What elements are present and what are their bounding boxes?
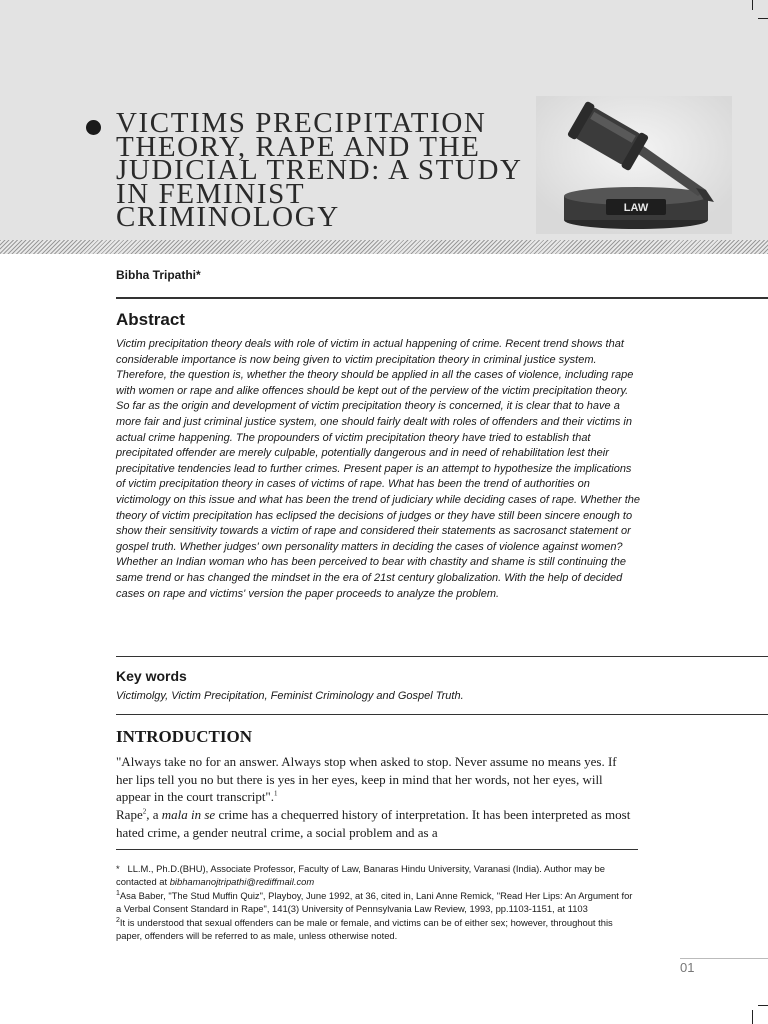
footnote-marker: 2 <box>116 916 120 924</box>
footnote-divider <box>116 849 638 850</box>
footnote-text: LL.M., Ph.D.(BHU), Associate Professor, Faculty of Law, Banaras Hindu University, Varanasi (India). Author may be contacted at <box>116 863 605 888</box>
footnote-marker: * <box>116 863 120 874</box>
intro-text: Rape <box>116 807 143 822</box>
intro-italic-term: mala in se <box>161 807 216 822</box>
footnote-ref[interactable]: 2 <box>142 807 147 816</box>
introduction-heading: INTRODUCTION <box>116 727 253 746</box>
keywords-text: Victimolgy, Victim Precipitation, Feminist Criminology and Gospel Truth. <box>116 690 464 702</box>
footnote-text: It is understood that sexual offenders can be male or female, and victims can be of either sex; however, throughout this paper, offenders will be referred to as male, unless otherwise noted. <box>116 916 613 942</box>
paper-title: VICTIMS PRECIPITATION THEORY, RAPE AND THE JUDICIAL TREND: A STUDY IN FEMINIST CRIMINOLOGY <box>116 107 522 233</box>
footnote-ref[interactable]: 1 <box>274 789 278 798</box>
intro-text: crime has a chequerred history of interpretation. It has been interpreted as most hated crime, a gender neutral crime, a social problem and as a <box>116 807 631 840</box>
gavel-image <box>536 96 732 234</box>
page-number: 01 <box>680 960 695 975</box>
crop-mark <box>758 1005 768 1006</box>
footnote-2 <box>116 916 636 943</box>
crop-mark <box>752 1010 753 1024</box>
crop-mark <box>758 18 768 19</box>
footnotes <box>116 862 636 942</box>
gavel-icon <box>536 96 732 234</box>
intro-paragraph <box>116 806 636 841</box>
section-divider <box>116 656 768 657</box>
author-email[interactable]: bibhamanojtripathi@rediffmail.com <box>169 876 315 888</box>
law-plaque-label: LAW <box>623 202 649 214</box>
crop-mark <box>752 0 753 10</box>
abstract-text: Victim precipitation theory deals with role of victim in actual happening of crime. Recent trend shows that considerable importance is now being given to victim precipitation theory in criminal justice system. Therefore, the question is, whether the theory should be applied in all the cases of violence, including rape with women or rape and alike offences should be kept out of the perview of the victim precipitation theory. So far as the origin and development of victim precipitation theory is concerned, it is clear that to have a more fair and just criminal justice system, one should fairly dealt with roles of offenders and their victims in actual crime happening. The propounders of victim precipitation theory have tried to establish that precipitated offender are merely culpable, potentially dangerous and in need of rehabilitation lest their precipitative tendencies lead to further crimes. Present paper is an attempt to hypothesize the implications of victim precipitation theory in cases of victims of rape. What has been the trend of authorities on victimology on this issue and what has been the trend of judiciary while deciding cases of rape. Whether the theory of victim precipitation has eclipsed the decisions of judges or they have still been sincere enough to show their sensitivity towards a victim of rape and considered their statements as sacrosanct statement or gospel truth. Whether judges' own personality matters in deciding the cases of violence against women? Whether an Indian woman who has been perceived to bear with chastity and shame is still continuing the same trend or has changed the mindset in the era of 21st century globalization. With the help of decided cases on rape and victims' version the paper proceeds to analyze the problem. <box>116 338 641 600</box>
quote-text: "Always take no for an answer. Always stop when asked to stop. Never assume no means yes. If her lips tell you no but there is yes in her eyes, keep in mind that her words, not her eyes, will appear in the court transcript". <box>116 754 617 804</box>
section-divider <box>116 714 768 715</box>
section-divider <box>116 297 768 299</box>
opening-quote <box>116 753 636 806</box>
footnote-text: Asa Baber, "The Stud Muffin Quiz", Playboy, June 1992, at 36, cited in, Lani Anne Remick, "Read Her Lips: An Argument for a Verbal Consent Standard in Rape", 141(3) University of Pennsylvania Law Review, 1993, pp.1103-1151, at 1103 <box>116 889 633 915</box>
hatched-divider <box>0 240 768 254</box>
footnote-1 <box>116 889 636 916</box>
keywords-heading: Key words <box>116 668 187 684</box>
footnote-author <box>116 862 636 889</box>
author-name: Bibha Tripathi* <box>116 268 201 282</box>
intro-text: , a <box>146 807 162 822</box>
title-bullet <box>86 120 101 135</box>
footnote-marker: 1 <box>116 889 120 897</box>
page-number-rule <box>680 958 768 959</box>
abstract-heading: Abstract <box>116 310 185 329</box>
